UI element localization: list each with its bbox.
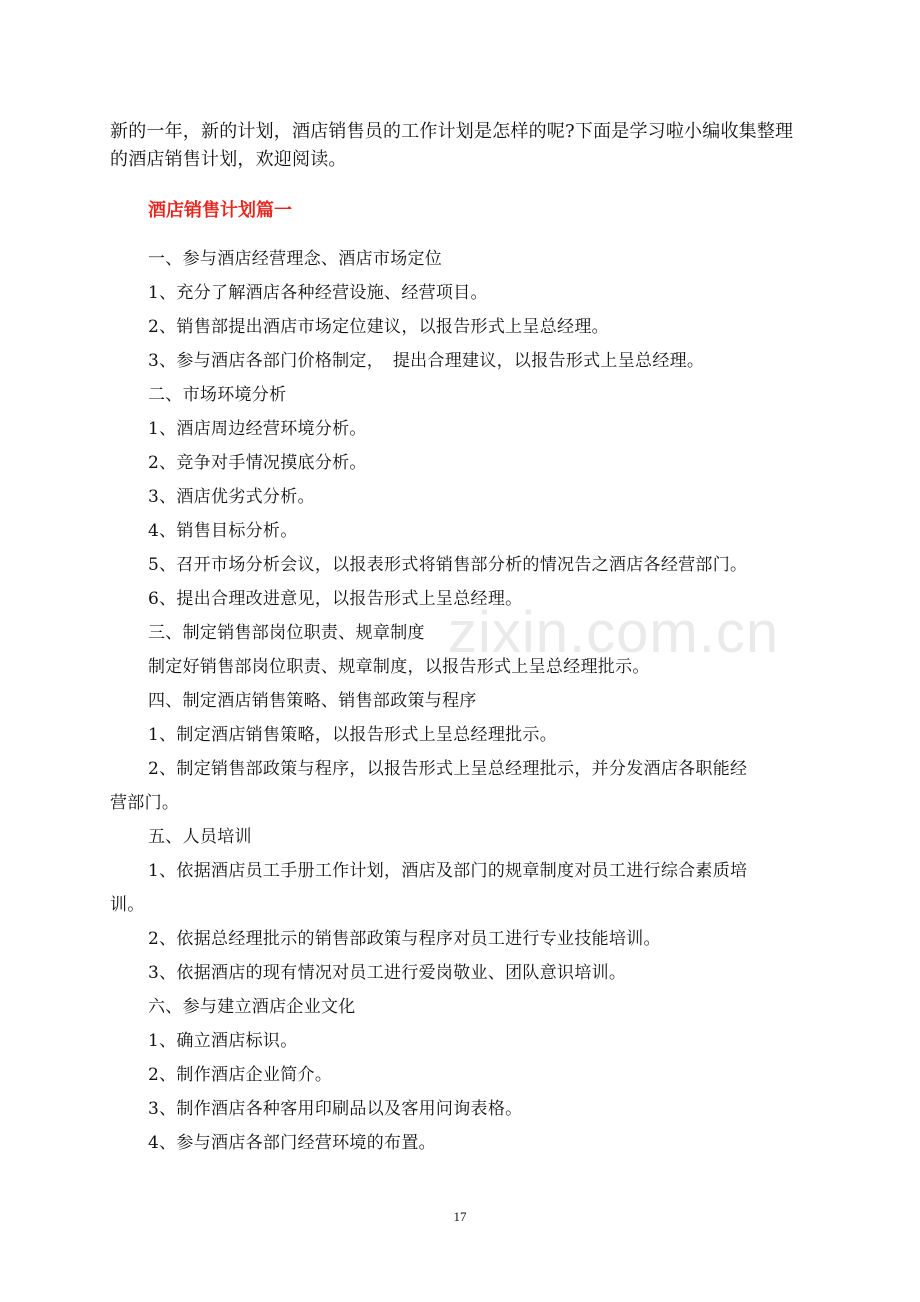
text-line: 1、酒店周边经营环境分析。 — [148, 419, 367, 439]
watermark-text: zixin.com.cn — [448, 600, 780, 665]
text-line: 三、制定销售部岗位职责、规章制度 — [148, 623, 425, 643]
text-line: 二、市场环境分析 — [148, 385, 287, 405]
text-line: 3、制作酒店各种客用印刷品以及客用问询表格。 — [148, 1099, 523, 1119]
body-text — [110, 242, 810, 1160]
text-line: 6、提出合理改进意见，以报告形式上呈总经理。 — [148, 589, 523, 609]
text-line: 5、召开市场分析会议，以报表形式将销售部分析的情况告之酒店各经营部门。 — [148, 555, 748, 575]
text-line: 1、确立酒店标识。 — [148, 1031, 298, 1051]
text-line: 3、酒店优劣式分析。 — [148, 487, 315, 507]
text-line: 2、制定销售部政策与程序，以报告形式上呈总经理批示，并分发酒店各职能经 — [148, 759, 748, 779]
text-line: 一、参与酒店经营理念、酒店市场定位 — [148, 249, 443, 269]
text-line: 2、制作酒店企业简介。 — [148, 1065, 333, 1085]
text-line: 四、制定酒店销售策略、销售部政策与程序 — [148, 691, 477, 711]
page-number: 17 — [453, 1209, 467, 1224]
text-line: 2、竞争对手情况摸底分析。 — [148, 453, 367, 473]
text-line: 制定好销售部岗位职责、规章制度，以报告形式上呈总经理批示。 — [148, 657, 650, 677]
intro-paragraph: 新的一年，新的计划，酒店销售员的工作计划是怎样的呢?下面是学习啦小编收集整理的酒店销售计划，欢迎阅读。 — [110, 121, 794, 170]
text-line: 2、依据总经理批示的销售部政策与程序对员工进行专业技能培训。 — [148, 929, 661, 949]
text-line-continuation: 营部门。 — [110, 793, 180, 813]
text-line: 六、参与建立酒店企业文化 — [148, 997, 356, 1017]
text-line: 2、销售部提出酒店市场定位建议，以报告形式上呈总经理。 — [148, 317, 609, 337]
text-line-continuation: 训。 — [110, 895, 145, 915]
text-line: 3、参与酒店各部门价格制定， 提出合理建议，以报告形式上呈总经理。 — [148, 351, 705, 371]
section-heading: 酒店销售计划篇一 — [148, 200, 292, 221]
text-line: 3、依据酒店的现有情况对员工进行爱岗敬业、团队意识培训。 — [148, 963, 627, 983]
text-line: 1、充分了解酒店各种经营设施、经营项目。 — [148, 283, 488, 303]
text-line: 4、参与酒店各部门经营环境的布置。 — [148, 1133, 436, 1153]
text-line: 1、依据酒店员工手册工作计划，酒店及部门的规章制度对员工进行综合素质培 — [148, 861, 748, 881]
text-line: 4、销售目标分析。 — [148, 521, 298, 541]
text-line: 1、制定酒店销售策略，以报告形式上呈总经理批示。 — [148, 725, 558, 745]
text-line: 五、人员培训 — [148, 827, 252, 847]
